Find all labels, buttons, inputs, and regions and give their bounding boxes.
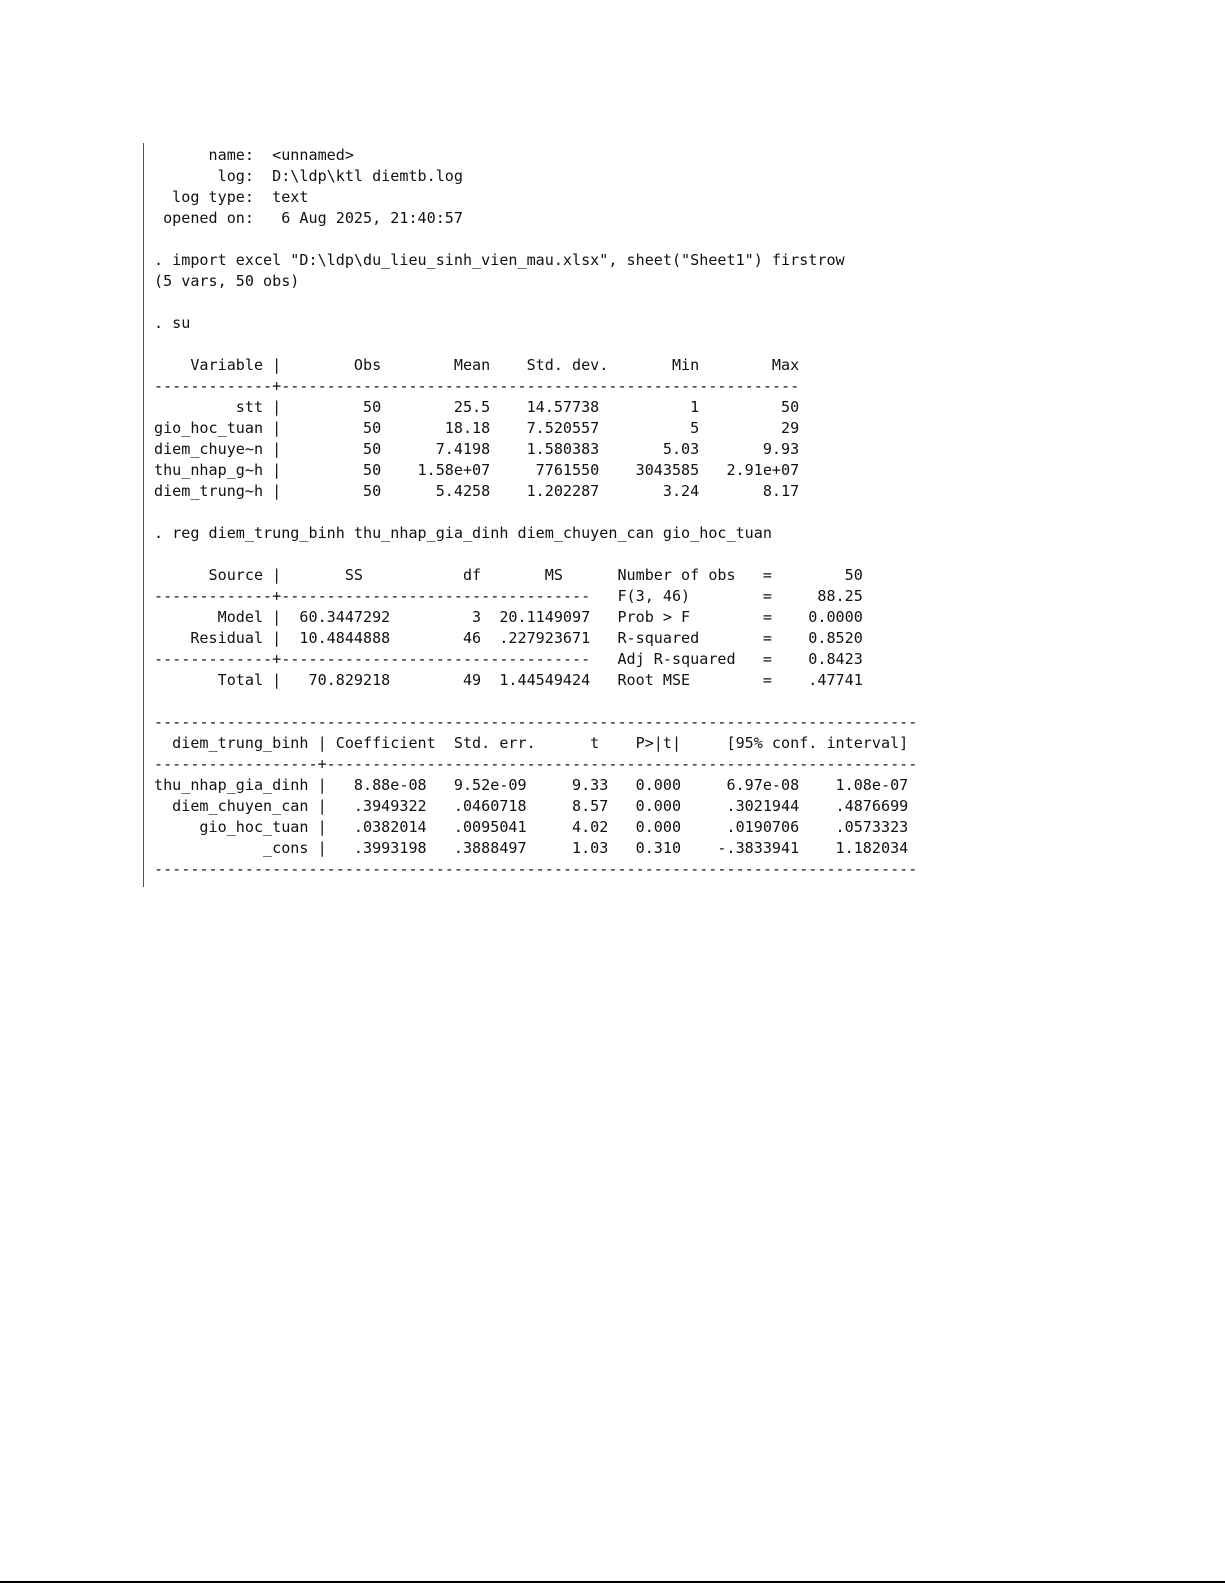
log-line [154,292,917,313]
log-line: -------------+--------------------------------------------------------- [154,377,800,395]
log-line: Variable | Obs Mean Std. dev. Min Max [154,356,800,374]
log-line: name: <unnamed> [154,146,354,164]
log-line: . su [154,314,191,332]
page-bottom-rule [0,1581,1225,1583]
log-line: . import excel "D:\ldp\du_lieu_sinh_vien_mau.xlsx", sheet("Sheet1") firstrow [154,251,845,269]
log-line: -------------+---------------------------------- F(3, 46) = 88.25 [154,587,863,605]
log-line: Residual | 10.4844888 46 .227923671 R-squared = 0.8520 [154,629,863,647]
log-line: ------------------+----------------------------------------------------------------- [154,755,918,773]
log-line: diem_chuyen_can | .3949322 .0460718 8.57 0.000 .3021944 .4876699 [154,797,909,815]
log-line: ------------------------------------------------------------------------------------ [154,713,918,731]
log-line: -------------+---------------------------------- Adj R-squared = 0.8423 [154,650,863,668]
log-line: diem_trung_binh | Coefficient Std. err. t P>|t| [95% conf. interval] [154,734,909,752]
log-line: diem_chuye~n | 50 7.4198 1.580383 5.03 9.93 [154,440,800,458]
log-line: Total | 70.829218 49 1.44549424 Root MSE = .47741 [154,671,863,689]
log-line: ------------------------------------------------------------------------------------ [154,860,918,878]
log-line: gio_hoc_tuan | 50 18.18 7.520557 5 29 [154,419,800,437]
log-line: _cons | .3993198 .3888497 1.03 0.310 -.3833941 1.182034 [154,839,909,857]
log-line [154,691,917,712]
log-line: diem_trung~h | 50 5.4258 1.202287 3.24 8.17 [154,482,800,500]
log-line [154,334,917,355]
log-line: log type: text [154,188,309,206]
log-line: . reg diem_trung_binh thu_nhap_gia_dinh diem_chuyen_can gio_hoc_tuan [154,524,772,542]
log-line: Model | 60.3447292 3 20.1149097 Prob > F = 0.0000 [154,608,863,626]
log-line: opened on: 6 Aug 2025, 21:40:57 [154,209,463,227]
log-line: stt | 50 25.5 14.57738 1 50 [154,398,800,416]
log-line: thu_nhap_g~h | 50 1.58e+07 7761550 3043585 2.91e+07 [154,461,800,479]
stata-log-output [154,145,917,880]
log-line [154,229,917,250]
log-line: gio_hoc_tuan | .0382014 .0095041 4.02 0.000 .0190706 .0573323 [154,818,909,836]
log-left-border [143,143,144,887]
log-line: (5 vars, 50 obs) [154,272,300,290]
log-line [154,502,917,523]
log-line [154,544,917,565]
log-line: log: D:\ldp\ktl diemtb.log [154,167,463,185]
log-line: thu_nhap_gia_dinh | 8.88e-08 9.52e-09 9.33 0.000 6.97e-08 1.08e-07 [154,776,909,794]
log-line: Source | SS df MS Number of obs = 50 [154,566,863,584]
